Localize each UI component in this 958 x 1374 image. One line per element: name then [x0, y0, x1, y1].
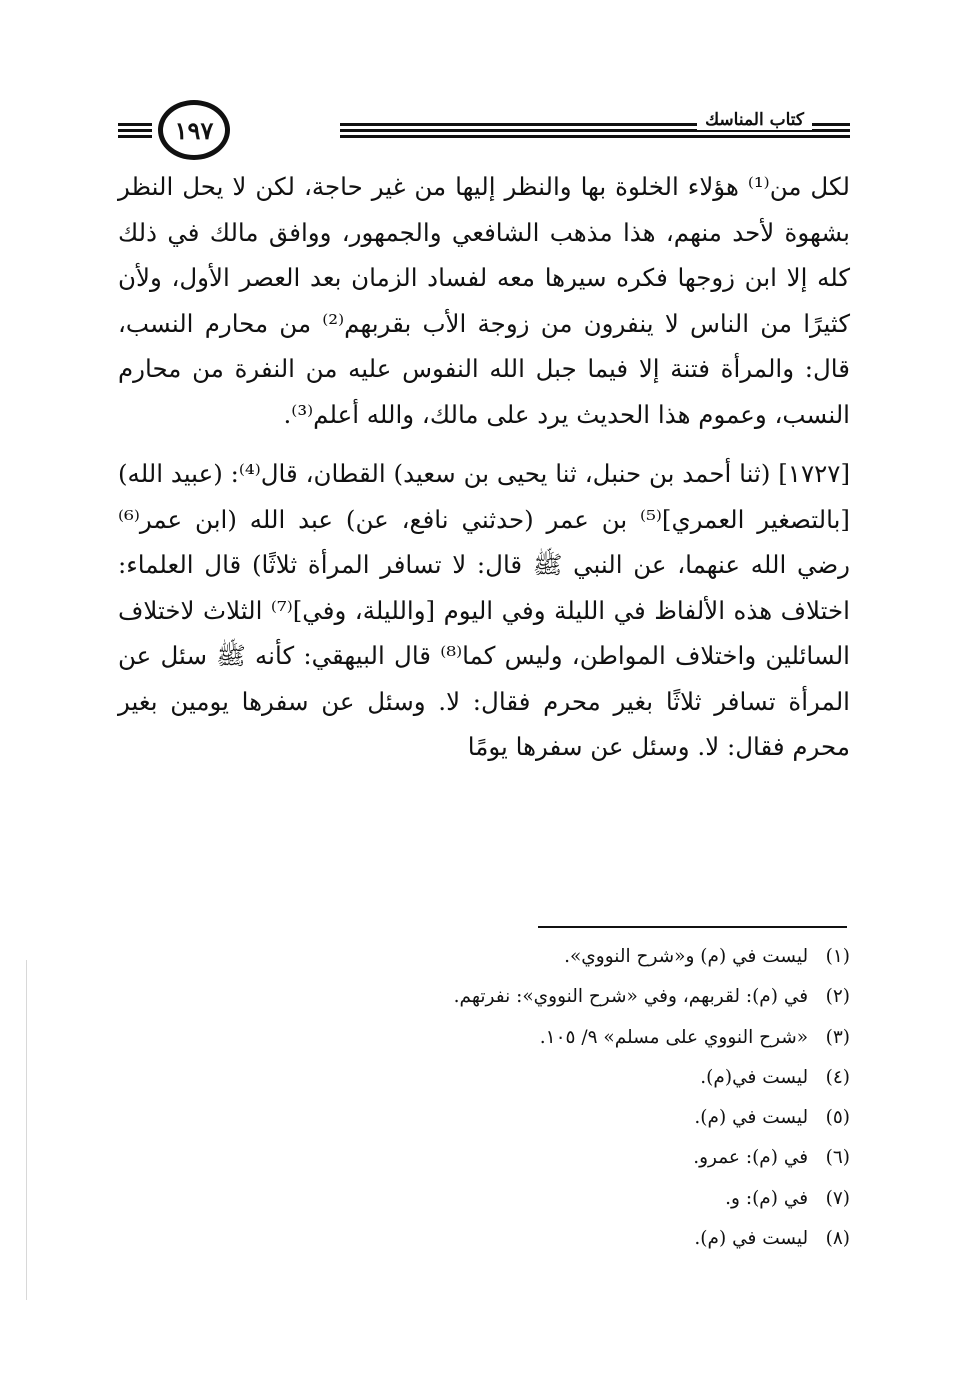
- footnote-item: [118, 1058, 850, 1098]
- book-title: كتاب المناسك: [697, 110, 812, 130]
- header-rule: [118, 135, 152, 138]
- main-text: [118, 164, 850, 770]
- header-rule: [340, 135, 850, 138]
- footnote-text: في (م): عمرو.: [693, 1147, 809, 1169]
- footnote-text: ليست في (م) و«شرح النووي».: [564, 946, 809, 967]
- footnote-text: ليست في (م).: [694, 1107, 809, 1129]
- footnote-text: «شرح النووي على مسلم» ٩/ ١٠٥.: [539, 1026, 809, 1048]
- footnotes: [118, 937, 850, 1259]
- footnote-item: [118, 977, 850, 1017]
- footnote-number: (٥): [825, 1107, 850, 1129]
- commentary-paragraph: لكل من⁽¹⁾ هؤلاء الخلوة بها والنظر إليها من غير حاجة، لكن لا يحل النظر بشهوة لأحد منهم، هذا مذهب الشافعي والجمهور، ووافق مالك في ذلك كله إلا ابن زوجها فكره سيرها معه لفساد الزمان بعد العصر الأول، ولأن كثيرًا من الناس لا ينفرون من زوجة الأب بقربهم⁽²⁾ من محارم النسب، قال: والمرأة فتنة إلا فيما جبل الله النفوس عليه من النفرة من محارم النسب، وعموم هذا الحديث يرد على مالك، والله أعلم⁽³⁾.: [118, 172, 850, 429]
- page-header: [118, 96, 850, 166]
- footnote-text: ليست في(م).: [700, 1066, 809, 1088]
- footnote-text: ليست في (م).: [694, 1228, 809, 1250]
- page-number: ١٩٧: [174, 115, 214, 145]
- footnote-number: (١): [825, 946, 850, 967]
- footnote-number: (٨): [825, 1228, 850, 1250]
- footnote-text: في (م): و.: [725, 1187, 809, 1209]
- footnote-item: [118, 1098, 850, 1138]
- footnote-item: [118, 937, 850, 977]
- footnote-number: (٧): [825, 1187, 850, 1209]
- footnote-item: [118, 1018, 850, 1058]
- hadith-paragraph: [١٧٢٧] (ثنا أحمد بن حنبل، ثنا يحيى بن سعيد) القطان، قال⁽⁴⁾: (عبيد الله) [بالتصغير العمري]⁽⁵⁾ بن عمر (حدثني نافع، عن) عبد الله (ابن عمر⁽⁶⁾ رضي الله عنهما، عن النبي ﷺ قال: لا تسافر المرأة ثلاثًا) قال العلماء: اختلاف هذه الألفاظ في الليلة وفي اليوم [والليلة، وفي]⁽⁷⁾ الثلاث لاختلاف السائلين واختلاف المواطن، وليس كما⁽⁸⁾ قال البيهقي: كأنه ﷺ سئل عن المرأة تسافر ثلاثًا بغير محرم فقال: لا. وسئل عن سفرها يومين بغير محرم فقال: لا. وسئل عن سفرها يومًا: [118, 459, 850, 761]
- footnote-number: (٤): [825, 1066, 850, 1088]
- footnote-item: [118, 1179, 850, 1219]
- header-rule: [118, 129, 152, 132]
- footnote-separator: [538, 926, 847, 928]
- page-number-badge: [158, 100, 230, 160]
- footnote-number: (٢): [825, 986, 850, 1008]
- header-rule: [118, 123, 152, 126]
- footnote-text: في (م): لقربهم، وفي «شرح النووي»: نفرتهم.: [453, 986, 809, 1008]
- footnote-item: [118, 1138, 850, 1178]
- scan-margin-line: [26, 960, 27, 1300]
- footnote-number: (٣): [825, 1026, 850, 1048]
- footnote-number: (٦): [825, 1147, 850, 1169]
- footnote-item: [118, 1219, 850, 1259]
